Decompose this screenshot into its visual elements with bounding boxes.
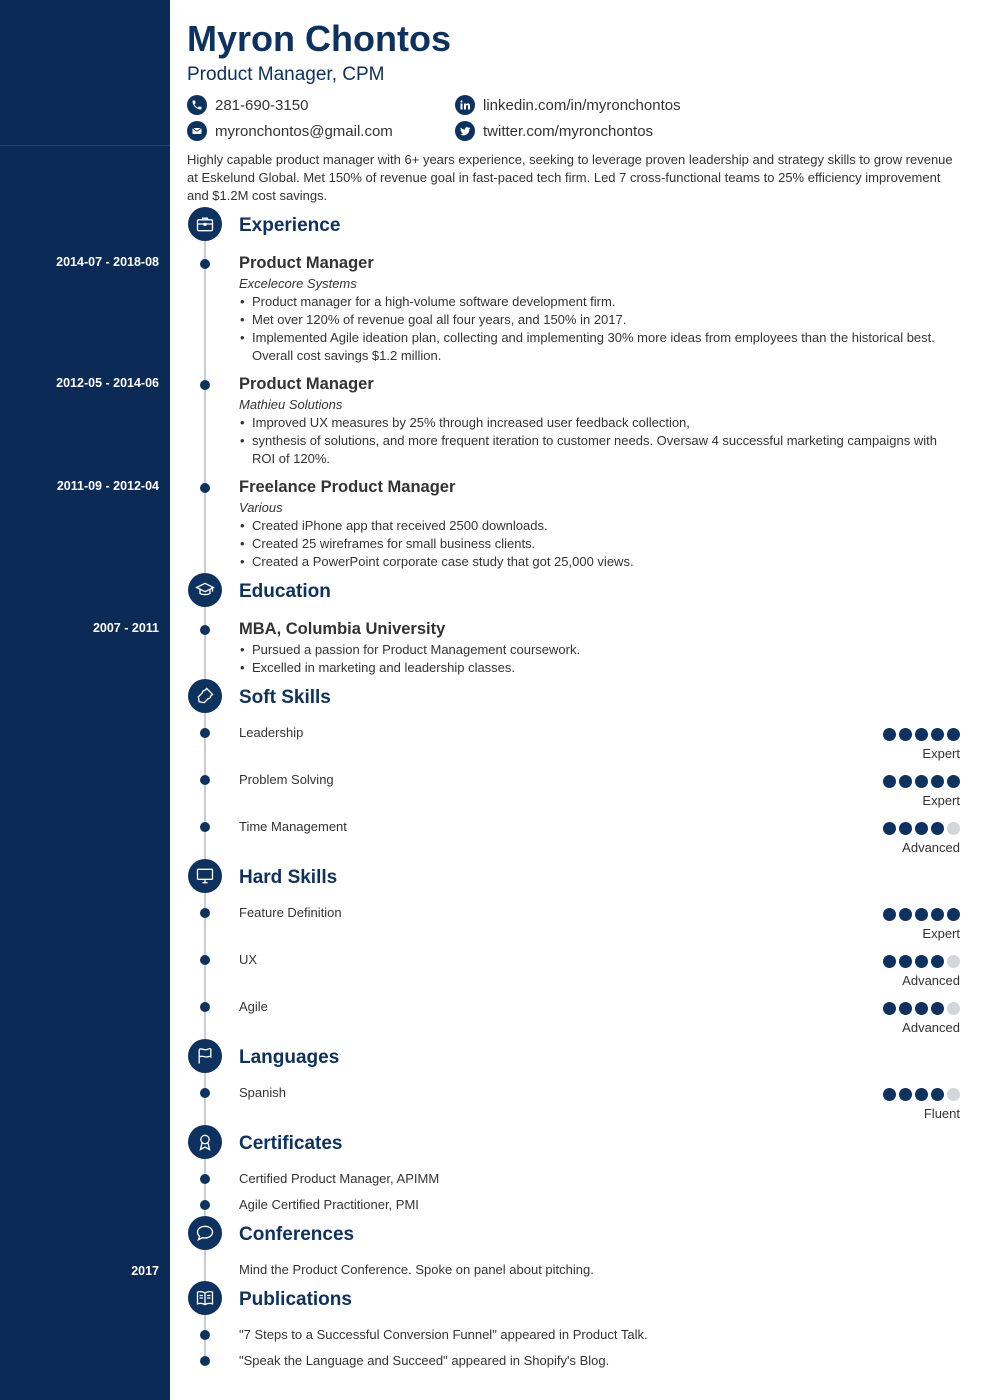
- timeline-dot: [200, 625, 210, 635]
- section-title-certificates: Certificates: [239, 1133, 343, 1154]
- candidate-role: Product Manager, CPM: [187, 64, 385, 85]
- rating-dot-filled: [915, 1002, 928, 1015]
- skill-rating: [883, 728, 960, 741]
- section-title-experience: Experience: [239, 215, 341, 236]
- briefcase-icon: [188, 207, 222, 241]
- graduation-cap-icon: [188, 573, 222, 607]
- job-bullets: [239, 414, 949, 468]
- rating-dot-filled: [915, 775, 928, 788]
- rating-dot-filled: [931, 908, 944, 921]
- job-title: Freelance Product Manager: [239, 478, 456, 496]
- skill-name: Leadership: [239, 725, 304, 740]
- skill-rating: [883, 775, 960, 788]
- timeline-dot: [200, 1200, 210, 1210]
- skill-rating: [883, 822, 960, 835]
- company-name: Excelecore Systems: [239, 276, 357, 291]
- contact-email[interactable]: [187, 121, 393, 141]
- education-bullets: [239, 641, 949, 677]
- publication-item: "Speak the Language and Succeed" appeared in Shopify's Blog.: [239, 1353, 610, 1368]
- linkedin-icon: [455, 95, 475, 115]
- rating-dot-filled: [899, 955, 912, 968]
- skill-level: Advanced: [902, 840, 960, 855]
- rating-dot-filled: [883, 1002, 896, 1015]
- skill-name: Agile: [239, 999, 268, 1014]
- contact-phone[interactable]: [187, 95, 308, 115]
- book-icon: [188, 1281, 222, 1315]
- sidebar-divider: [0, 145, 170, 146]
- section-title-languages: Languages: [239, 1047, 340, 1068]
- profile-summary: Highly capable product manager with 6+ years experience, seeking to leverage proven leadership and strategy skills to grow revenue at Eskelund Global. Met 150% of revenue goal in fast-paced tech firm. Led 7 cross-functional teams to 25% efficiency improvement and $1.2M cost savings.: [187, 152, 953, 203]
- skill-name: Spanish: [239, 1085, 286, 1100]
- award-icon: [188, 1125, 222, 1159]
- rating-dot-filled: [883, 1088, 896, 1101]
- job-title: Product Manager: [239, 254, 374, 272]
- timeline-dot: [200, 822, 210, 832]
- twitter-text: twitter.com/myronchontos: [483, 122, 654, 140]
- publication-item: "7 Steps to a Successful Conversion Funnel" appeared in Product Talk.: [239, 1327, 648, 1342]
- rating-dot-filled: [899, 1002, 912, 1015]
- skill-rating: [883, 1088, 960, 1101]
- conference-item: Mind the Product Conference. Spoke on panel about pitching.: [239, 1262, 594, 1277]
- rating-dot-filled: [899, 1088, 912, 1101]
- job-bullets: [239, 517, 949, 571]
- rating-dot-filled: [899, 728, 912, 741]
- phone-text: 281-690-3150: [215, 96, 309, 114]
- rating-dot-filled: [931, 728, 944, 741]
- skill-level: Expert: [922, 793, 960, 808]
- experience-dates: 2012-05 - 2014-06: [56, 376, 159, 390]
- skill-name: Problem Solving: [239, 772, 334, 787]
- experience-dates: 2014-07 - 2018-08: [56, 255, 159, 269]
- list-item: • Excelled in marketing and leadership classes.: [239, 659, 949, 677]
- candidate-name: Myron Chontos: [187, 18, 451, 59]
- timeline-dot: [200, 1356, 210, 1366]
- rating-dot-filled: [883, 822, 896, 835]
- rating-dot-filled: [947, 775, 960, 788]
- rating-dot-filled: [883, 908, 896, 921]
- rating-dot-filled: [899, 775, 912, 788]
- section-title-soft-skills: Soft Skills: [239, 687, 331, 708]
- linkedin-text: linkedin.com/in/myronchontos: [483, 96, 681, 114]
- rating-dot-filled: [883, 955, 896, 968]
- skill-name: Feature Definition: [239, 905, 342, 920]
- puzzle-icon: [188, 679, 222, 713]
- skill-level: Expert: [922, 746, 960, 761]
- phone-icon: [187, 95, 207, 115]
- timeline-dot: [200, 380, 210, 390]
- list-item: • synthesis of solutions, and more frequent iteration to customer needs. Oversaw 4 successful marketing campaigns with ROI of 120%.: [239, 432, 949, 468]
- timeline-dot: [200, 1088, 210, 1098]
- skill-level: Advanced: [902, 1020, 960, 1035]
- job-title: Product Manager: [239, 375, 374, 393]
- rating-dot-empty: [947, 1088, 960, 1101]
- experience-dates: 2011-09 - 2012-04: [56, 479, 159, 493]
- rating-dot-empty: [947, 1002, 960, 1015]
- rating-dot-filled: [931, 955, 944, 968]
- certificate-item: Agile Certified Practitioner, PMI: [239, 1197, 419, 1212]
- timeline-dot: [200, 908, 210, 918]
- skill-level: Fluent: [923, 1106, 960, 1121]
- certificate-item: Certified Product Manager, APIMM: [239, 1171, 440, 1186]
- rating-dot-filled: [931, 775, 944, 788]
- twitter-icon: [455, 121, 475, 141]
- rating-dot-filled: [931, 822, 944, 835]
- rating-dot-filled: [947, 908, 960, 921]
- list-item: • Created a PowerPoint corporate case study that got 25,000 views.: [239, 553, 949, 571]
- degree-title: MBA, Columbia University: [239, 620, 446, 638]
- section-title-conferences: Conferences: [239, 1224, 355, 1245]
- rating-dot-filled: [915, 822, 928, 835]
- rating-dot-filled: [899, 822, 912, 835]
- envelope-icon: [187, 121, 207, 141]
- timeline-dot: [200, 728, 210, 738]
- company-name: Mathieu Solutions: [239, 397, 343, 412]
- education-dates: 2007 - 2011: [92, 621, 159, 635]
- timeline-dot: [200, 1174, 210, 1184]
- skill-level: Expert: [922, 926, 960, 941]
- rating-dot-filled: [915, 908, 928, 921]
- skill-level: Advanced: [902, 973, 960, 988]
- rating-dot-empty: [947, 822, 960, 835]
- job-bullets: [239, 293, 949, 365]
- list-item: • Pursued a passion for Product Management coursework.: [239, 641, 949, 659]
- rating-dot-filled: [899, 908, 912, 921]
- list-item: • Implemented Agile ideation plan, collecting and implementing 30% more ideas from employees than the historical best. Overall cost savings $1.2 million.: [239, 329, 949, 365]
- section-title-education: Education: [239, 581, 331, 602]
- email-text: myronchontos@gmail.com: [215, 122, 393, 140]
- rating-dot-filled: [915, 1088, 928, 1101]
- timeline-dot: [200, 1330, 210, 1340]
- timeline-dot: [200, 955, 210, 965]
- list-item: • Created iPhone app that received 2500 downloads.: [239, 517, 949, 535]
- monitor-icon: [188, 859, 222, 893]
- rating-dot-filled: [883, 775, 896, 788]
- rating-dot-filled: [915, 955, 928, 968]
- skill-rating: [883, 1002, 960, 1015]
- rating-dot-filled: [883, 728, 896, 741]
- skill-name: Time Management: [239, 819, 347, 834]
- list-item: • Created 25 wireframes for small business clients.: [239, 535, 949, 553]
- rating-dot-filled: [915, 728, 928, 741]
- flag-icon: [188, 1039, 222, 1073]
- timeline-dot: [200, 1002, 210, 1012]
- company-name: Various: [239, 500, 283, 515]
- timeline-dot: [200, 259, 210, 269]
- contact-twitter[interactable]: [455, 121, 653, 141]
- skill-rating: [883, 908, 960, 921]
- list-item: • Met over 120% of revenue goal all four years, and 150% in 2017.: [239, 311, 949, 329]
- skill-name: UX: [239, 952, 258, 967]
- list-item: • Product manager for a high-volume software development firm.: [239, 293, 949, 311]
- timeline-line: [204, 224, 206, 1364]
- section-title-publications: Publications: [239, 1289, 352, 1310]
- rating-dot-filled: [931, 1088, 944, 1101]
- list-item: • Improved UX measures by 25% through increased user feedback collection,: [239, 414, 949, 432]
- conference-year: 2017: [131, 1264, 159, 1278]
- rating-dot-filled: [931, 1002, 944, 1015]
- rating-dot-empty: [947, 955, 960, 968]
- skill-rating: [883, 955, 960, 968]
- section-title-hard-skills: Hard Skills: [239, 867, 338, 888]
- rating-dot-filled: [947, 728, 960, 741]
- sidebar: [0, 0, 170, 1400]
- speech-bubble-icon: [188, 1216, 222, 1250]
- timeline-dot: [200, 775, 210, 785]
- timeline-dot: [200, 483, 210, 493]
- contact-linkedin[interactable]: [455, 95, 681, 115]
